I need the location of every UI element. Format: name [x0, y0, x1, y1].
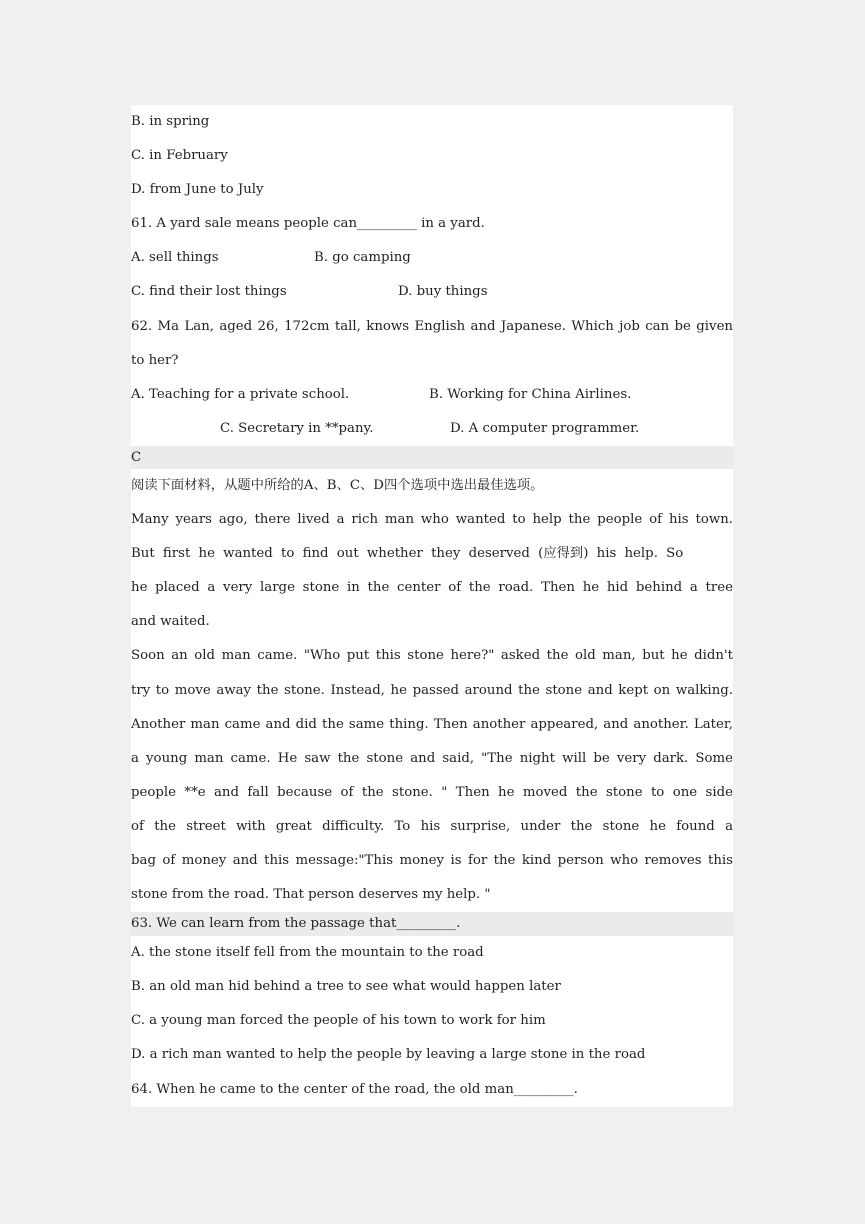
- q61-option-b: B. go camping: [314, 250, 411, 266]
- q63-option-b: B. an old man hid behind a tree to see what would happen later: [131, 979, 561, 995]
- document-page: [131, 105, 733, 1107]
- instruction: 阅读下面材料，从题中所给的A、B、C、D四个选项中选出最佳选项。: [131, 477, 544, 493]
- q60-option-d: D. from June to July: [131, 182, 264, 198]
- q63-stem: 63. We can learn from the passage that_________.: [131, 916, 461, 932]
- q60-option-c: C. in February: [131, 148, 228, 164]
- q61-option-d: D. buy things: [398, 284, 488, 300]
- passage-line: and waited.: [131, 614, 210, 630]
- q62-options-row-1: [131, 378, 733, 412]
- questions-block-2: [131, 936, 733, 1106]
- q62-option-d: D. A computer programmer.: [450, 420, 640, 436]
- section-label-strip: [131, 446, 733, 469]
- q61-stem: 61. A yard sale means people can_________ in a yard.: [131, 216, 485, 232]
- section-label: C: [131, 449, 142, 465]
- passage-line: stone from the road. That person deserves my help. ": [131, 887, 491, 903]
- passage-line: But first he wanted to find out whether they deserved (应得到) his help. So: [131, 546, 684, 562]
- passage-line: Many years ago, there lived a rich man who wanted to help the people of his town.: [131, 512, 733, 528]
- q62-option-a: A. Teaching for a private school.: [131, 386, 350, 402]
- q60-option-b: B. in spring: [131, 114, 210, 129]
- q61-option-a: A. sell things: [131, 250, 219, 266]
- q61-options-row-2: [131, 275, 733, 309]
- q61-option-c: C. find their lost things: [131, 284, 287, 300]
- questions-block-1: [131, 105, 733, 446]
- passage-block: [131, 469, 733, 912]
- passage-line: people **e and fall because of the stone. " Then he moved the stone to one side: [131, 784, 733, 800]
- q63-stem-strip: [131, 912, 733, 936]
- passage-line: bag of money and this message:"This money is for the kind person who removes this: [131, 852, 733, 868]
- q63-option-d: D. a rich man wanted to help the people by leaving a large stone in the road: [131, 1047, 646, 1063]
- q62-option-c: C. Secretary in **pany.: [220, 420, 374, 436]
- q64-stem: 64. When he came to the center of the road, the old man_________.: [131, 1081, 578, 1097]
- q62-stem-line-2: to her?: [131, 352, 179, 368]
- q62-stem-line-1: 62. Ma Lan, aged 26, 172cm tall, knows English and Japanese. Which job can be given: [131, 318, 733, 334]
- passage-line: Another man came and did the same thing. Then another appeared, and another. Later,: [131, 716, 733, 732]
- q63-option-a: A. the stone itself fell from the mountain to the road: [131, 945, 484, 961]
- q63-option-c: C. a young man forced the people of his town to work for him: [131, 1013, 546, 1029]
- q61-options-row-1: [131, 241, 733, 275]
- passage-line: a young man came. He saw the stone and said, "The night will be very dark. Some: [131, 750, 733, 766]
- passage-line: he placed a very large stone in the center of the road. Then he hid behind a tree: [131, 580, 733, 596]
- q62-option-b: B. Working for China Airlines.: [429, 386, 632, 402]
- passage-line: of the street with great difficulty. To his surprise, under the stone he found a: [131, 818, 733, 834]
- q62-options-row-2: [131, 412, 733, 446]
- passage-line: Soon an old man came. "Who put this stone here?" asked the old man, but he didn't: [131, 648, 733, 664]
- passage-line: try to move away the stone. Instead, he passed around the stone and kept on walking.: [131, 682, 733, 698]
